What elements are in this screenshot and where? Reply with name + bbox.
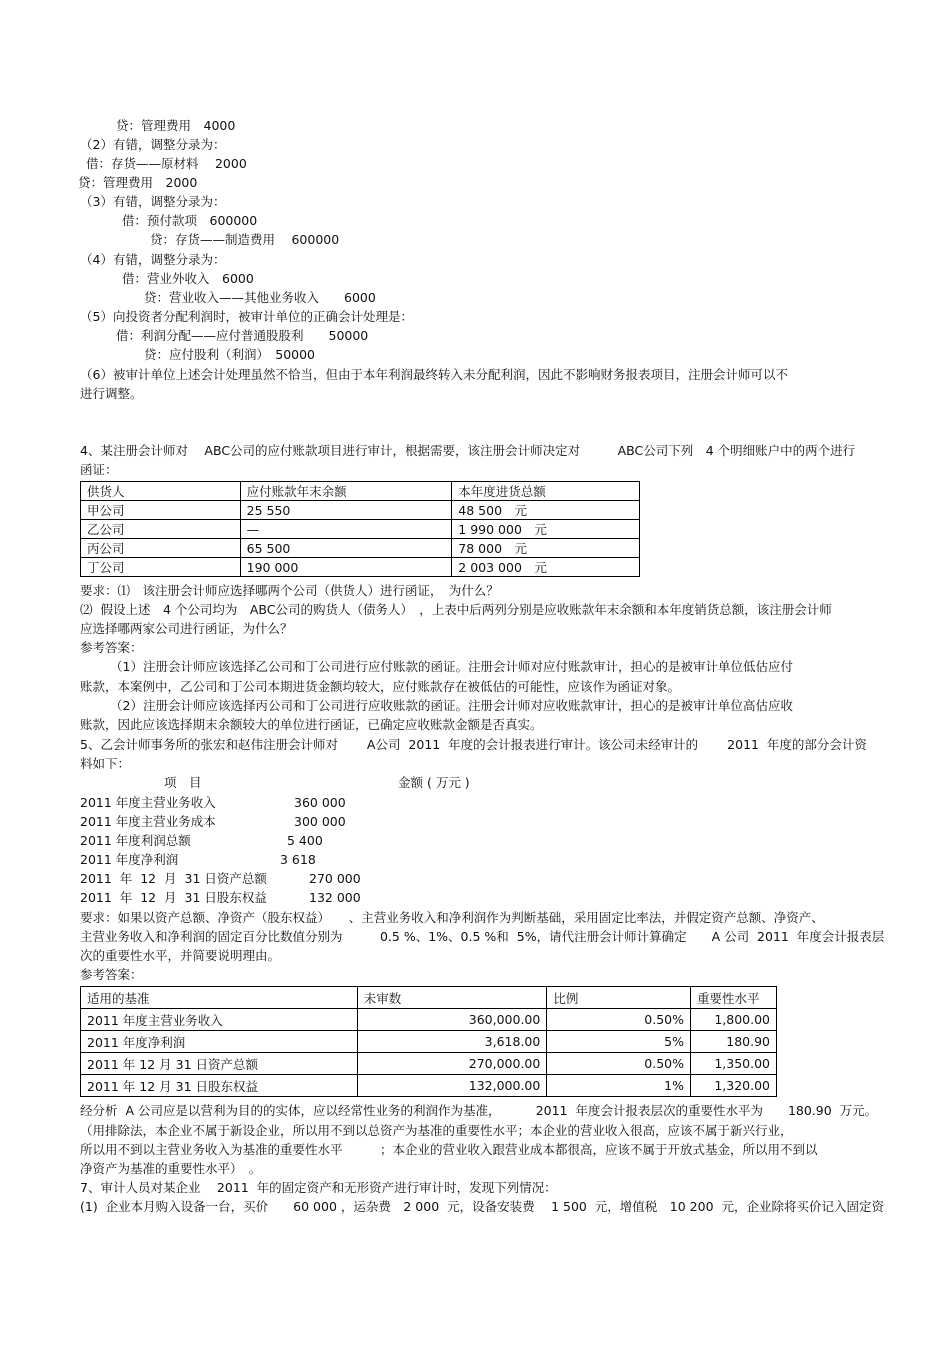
table-cell: 甲公司 (81, 501, 241, 520)
table-cell: 丙公司 (81, 539, 241, 558)
table-header-cell: 比例 (547, 987, 691, 1009)
table-cell: 1% (547, 1075, 691, 1097)
table-row (81, 1031, 777, 1053)
table-cell: 78 000 元 (452, 539, 640, 558)
table-cell: 190 000 (240, 558, 452, 577)
table-header-cell: 适用的基准 (81, 987, 358, 1009)
text-line: （6）被审计单位上述会计处理虽然不恰当，但由于本年利润最终转入未分配利润，因此不影响财务报表项目，注册会计师可以不 (80, 367, 788, 382)
q5-item-label: 2011 年 12 月 31 日资产总额 (80, 871, 267, 886)
q5-requirement: 次的重要性水平，并简要说明理由。 (80, 948, 281, 963)
q5-item-value: 360 000 (294, 795, 346, 810)
q5-requirement: 主营业务收入和净利润的固定百分比数值分别为 0.5 %、1%、0.5 %和 5%，请代注册会计师计算确定 A 公司 2011 年度会计报表层 (80, 929, 885, 944)
q5-item-value: 3 618 (280, 852, 316, 867)
table-cell: 2 003 000 元 (452, 558, 640, 577)
text-line: 贷：管理费用 2000 (78, 175, 198, 190)
text-line: （4）有错，调整分录为： (80, 252, 226, 267)
table-row (81, 501, 640, 520)
q4-answer: 账款，本案例中，乙公司和丁公司本期进货金额均较大，应付账款存在被低估的可能性，应该作为函证对象。 (80, 679, 681, 694)
table-cell: 5% (547, 1031, 691, 1053)
text-line: （5）向投资者分配利润时，被审计单位的正确会计处理是： (80, 309, 413, 324)
text-line: 借：利润分配——应付普通股股利 50000 (116, 328, 369, 343)
table-cell: 0.50% (547, 1009, 691, 1031)
table-header-cell: 应付账款年末余额 (240, 482, 452, 501)
q4-intro: 函证： (80, 462, 118, 477)
q5-intro: 料如下： (80, 756, 131, 771)
q5-answer-label: 参考答案： (80, 967, 143, 982)
table-cell: 1 990 000 元 (452, 520, 640, 539)
q5-item-value: 270 000 (309, 871, 361, 886)
table-header-row (81, 482, 640, 501)
q5-intro: 5、乙会计师事务所的张宏和赵伟注册会计师对 A公司 2011 年度的会计报表进行审计。该公司未经审计的 2011 年度的部分会计资 (80, 737, 867, 752)
table-header-cell: 供货人 (81, 482, 241, 501)
table-cell: 25 550 (240, 501, 452, 520)
q5-item-label: 2011 年度主营业务收入 (80, 795, 216, 810)
table-header-cell: 重要性水平 (691, 987, 777, 1009)
q5-column-item: 项 目 (164, 775, 202, 790)
table-cell: 360,000.00 (357, 1009, 547, 1031)
q5-item-label: 2011 年度利润总额 (80, 833, 191, 848)
table-header-cell: 本年度进货总额 (452, 482, 640, 501)
table-row (81, 520, 640, 539)
text-line: 贷：管理费用 4000 (116, 118, 236, 133)
table-cell: 2011 年度净利润 (81, 1031, 358, 1053)
q7-intro: 7、审计人员对某企业 2011 年的固定资产和无形资产进行审计时，发现下列情况： (80, 1180, 557, 1195)
q4-supplier-table (80, 481, 640, 577)
table-cell: 132,000.00 (357, 1075, 547, 1097)
text-line: 借：存货——原材料 2000 (86, 156, 247, 171)
q5-analysis: 净资产为基准的重要性水平） 。 (80, 1161, 262, 1176)
table-cell: 180.90 (691, 1031, 777, 1053)
table-cell: 乙公司 (81, 520, 241, 539)
text-line: 贷：营业收入——其他业务收入 6000 (144, 290, 376, 305)
table-header-cell: 未审数 (357, 987, 547, 1009)
table-cell: 1,800.00 (691, 1009, 777, 1031)
q5-analysis: 经分析 A 公司应是以营利为目的的实体，应以经常性业务的利润作为基准， 2011 年度会计报表层次的重要性水平为 180.90 万元。 (80, 1103, 878, 1118)
q5-item-label: 2011 年度主营业务成本 (80, 814, 216, 829)
table-row (81, 539, 640, 558)
q4-intro: 4、某注册会计师对 ABC公司的应付账款项目进行审计，根据需要，该注册会计师决定对 ABC公司下列 4 个明细账户中的两个进行 (80, 443, 856, 458)
q5-analysis: 所以用不到以主营业务收入为基准的重要性水平 ；本企业的营业收入跟营业成本都很高，应该不属于开放式基金，所以用不到以 (80, 1142, 818, 1157)
table-cell: 1,350.00 (691, 1053, 777, 1075)
q4-requirement: 要求：⑴ 该注册会计师应选择哪两个公司（供货人）进行函证， 为什么？ (80, 583, 499, 598)
q4-answer: 账款，因此应该选择期末余额较大的单位进行函证，已确定应收账款金额是否真实。 (80, 717, 543, 732)
table-cell: 2011 年 12 月 31 日资产总额 (81, 1053, 358, 1075)
text-line: 贷：存货——制造费用 600000 (150, 232, 340, 247)
q5-item-value: 132 000 (309, 890, 361, 905)
q5-item-label: 2011 年度净利润 (80, 852, 179, 867)
q4-requirement: 应选择哪两家公司进行函证，为什么？ (80, 621, 293, 636)
text-line: 进行调整。 (80, 386, 143, 401)
table-row (81, 1075, 777, 1097)
text-line: 借：营业外收入 6000 (122, 271, 254, 286)
q5-column-amount: 金额 ( 万元 ) (398, 775, 470, 790)
q4-answer: （1）注册会计师应该选择乙公司和丁公司进行应付账款的函证。注册会计师对应付账款审计，担心的是被审计单位低估应付 (110, 659, 793, 674)
text-line: （2）有错，调整分录为： (80, 137, 226, 152)
q5-requirement: 要求：如果以资产总额、净资产（股东权益） 、主营业务收入和净利润作为判断基础，采用固定比率法，并假定资产总额、净资产、 (80, 910, 824, 925)
table-cell: 48 500 元 (452, 501, 640, 520)
table-cell: 65 500 (240, 539, 452, 558)
table-cell: 3,618.00 (357, 1031, 547, 1053)
text-line: 借：预付款项 600000 (122, 213, 258, 228)
table-row (81, 1009, 777, 1031)
q5-item-label: 2011 年 12 月 31 日股东权益 (80, 890, 267, 905)
q5-item-value: 5 400 (287, 833, 323, 848)
table-row (81, 1053, 777, 1075)
table-cell: 丁公司 (81, 558, 241, 577)
table-cell: 270,000.00 (357, 1053, 547, 1075)
q7-item: (1) 企业本月购入设备一台，买价 60 000 ，运杂费 2 000 元，设备安装费 1 500 元，增值税 10 200 元，企业除将买价记入固定资 (80, 1199, 884, 1214)
q5-materiality-table (80, 986, 777, 1097)
q5-item-value: 300 000 (294, 814, 346, 829)
table-cell: — (240, 520, 452, 539)
table-cell: 1,320.00 (691, 1075, 777, 1097)
q5-analysis: （用排除法，本企业不属于新设企业，所以用不到以总资产为基准的重要性水平；本企业的营业收入很高，应该不属于新兴行业， (80, 1123, 793, 1138)
q4-answer-label: 参考答案： (80, 640, 143, 655)
q4-answer: （2）注册会计师应该选择丙公司和丁公司进行应收账款的函证。注册会计师对应收账款审计，担心的是被审计单位高估应收 (110, 698, 793, 713)
text-line: （3）有错，调整分录为： (80, 194, 226, 209)
table-cell: 2011 年度主营业务收入 (81, 1009, 358, 1031)
text-line: 贷：应付股利（利润） 50000 (144, 347, 316, 362)
q4-requirement: ⑵ 假设上述 4 个公司均为 ABC公司的购货人（债务人） ，上表中后两列分别是应收账款年末余额和本年度销货总额，该注册会计师 (80, 602, 832, 617)
table-row (81, 558, 640, 577)
table-cell: 2011 年 12 月 31 日股东权益 (81, 1075, 358, 1097)
table-header-row (81, 987, 777, 1009)
table-cell: 0.50% (547, 1053, 691, 1075)
